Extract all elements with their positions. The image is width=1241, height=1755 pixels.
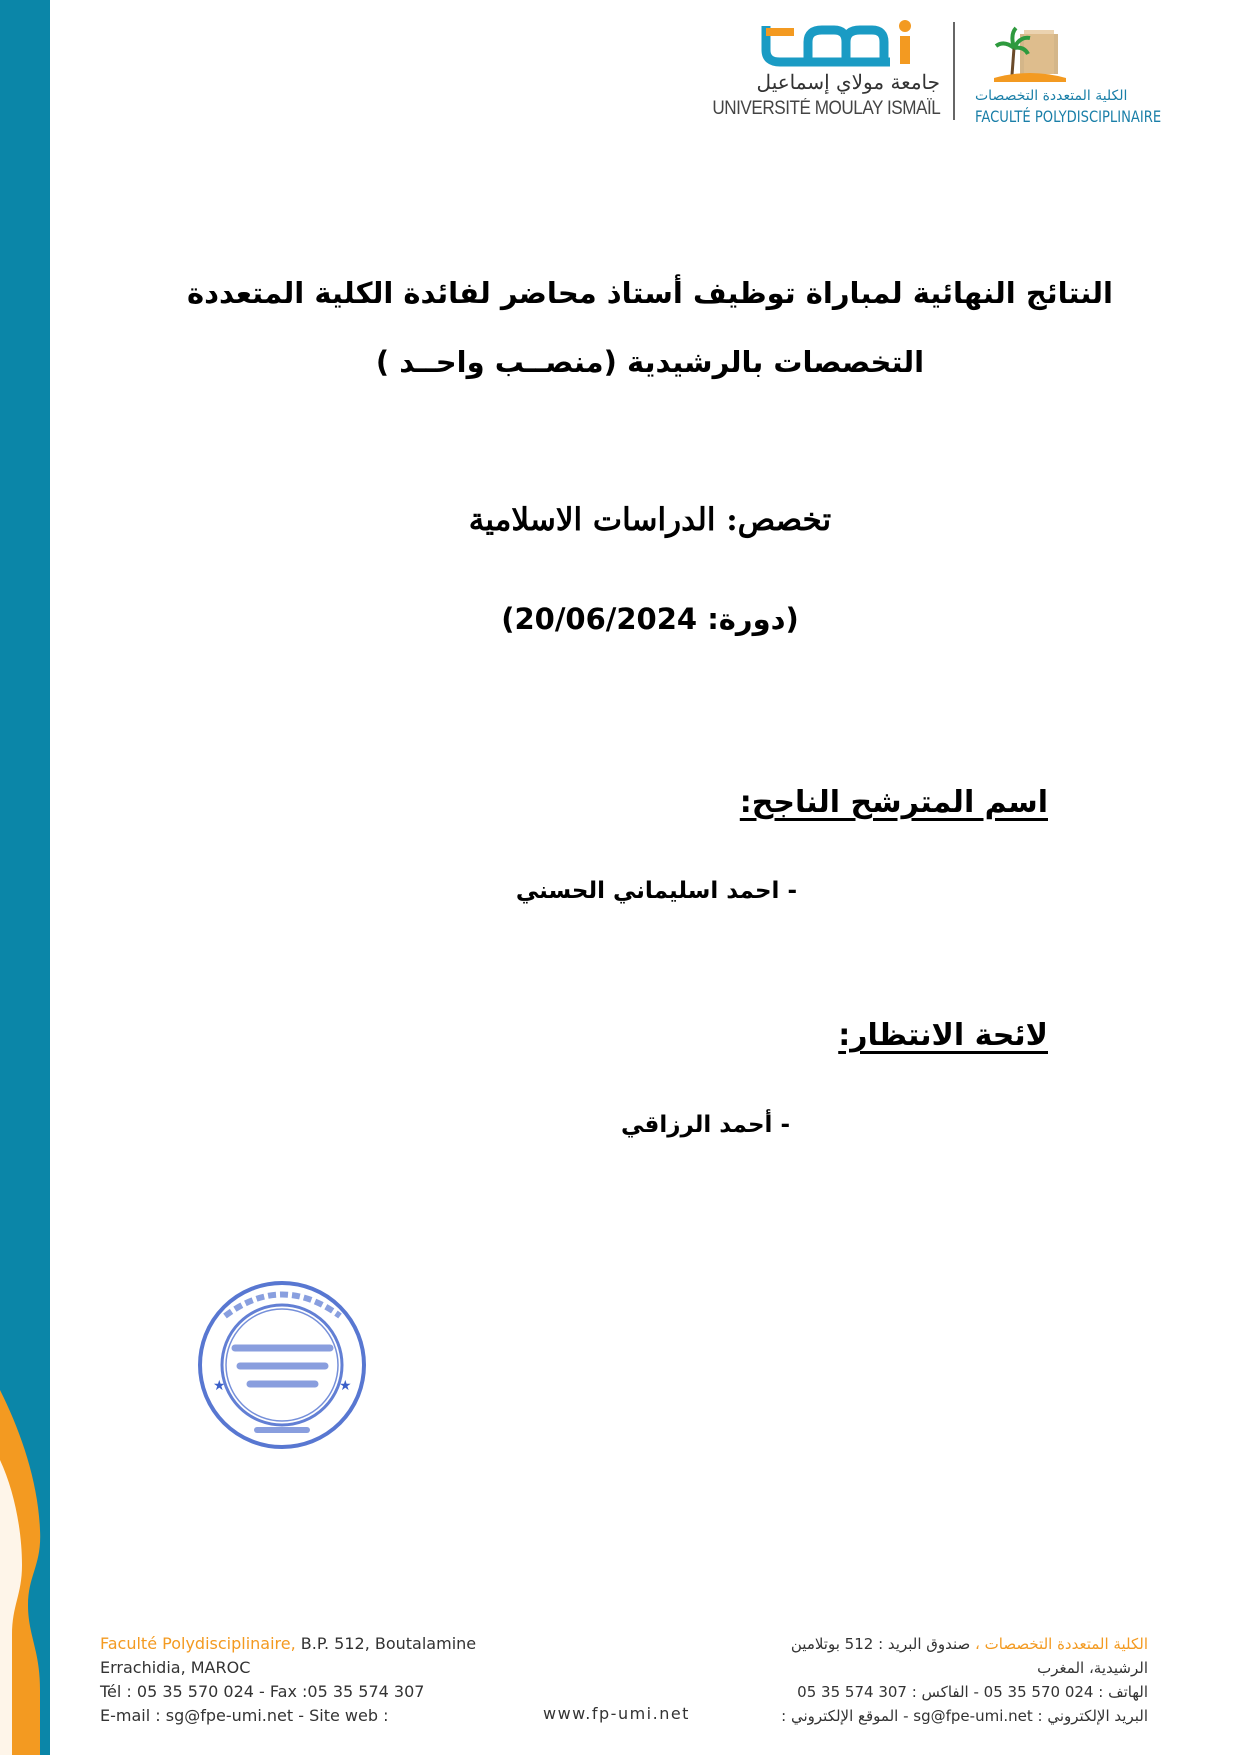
logo-divider [953, 22, 955, 120]
specialty: تخصص: الدراسات الاسلامية [468, 502, 832, 538]
session-date: (دورة: 20/06/2024) [501, 602, 799, 636]
footer-phone-ar: الهاتف : 024 570 35 05 - الفاكس : 307 574 35 05 [797, 1683, 1148, 1701]
faculty-french-name: FACULTÉ POLYDISCIPLINAIRE [975, 107, 1162, 126]
footer-address-ar: صندوق البريد : 512 بوتلامين [790, 1635, 976, 1653]
umi-french-name: UNIVERSITÉ MOULAY ISMAÏL [711, 98, 940, 119]
footer-website-link[interactable]: www.fp-umi.net [543, 1704, 690, 1723]
svg-text:★: ★ [339, 1378, 352, 1394]
footer-email-fr: E-mail : sg@fpe-umi.net - Site web : [100, 1706, 389, 1725]
footer-faculty-name-ar: الكلية المتعددة التخصصات ، [975, 1635, 1148, 1653]
umi-logo-mark [760, 20, 935, 70]
faculty-arabic-name: الكلية المتعددة التخصصات [975, 88, 1128, 104]
footer-contact-fr [100, 1632, 476, 1728]
footer-city-fr: Errachidia, MAROC [100, 1658, 251, 1677]
footer-phone-fr: Tél : 05 35 570 024 - Fax :05 35 574 307 [100, 1682, 425, 1701]
footer-contact-ar [781, 1632, 1148, 1728]
official-stamp [195, 1278, 370, 1453]
footer-email-ar: البريد الإلكتروني : sg@fpe-umi.net - الموقع الإلكتروني : [781, 1707, 1148, 1725]
decorative-orange-arch [0, 1390, 50, 1755]
umi-logo [711, 20, 940, 125]
footer-faculty-name-fr: Faculté Polydisciplinaire, [100, 1634, 296, 1653]
waitlist-heading: لائحة الانتظار: [838, 1018, 1048, 1053]
palm-tree-icon [990, 20, 1070, 90]
document-title-line2: التخصصات بالرشيدية (منصــب واحــد ) [375, 345, 925, 379]
svg-text:★: ★ [213, 1378, 226, 1394]
faculty-logo [975, 20, 1165, 125]
umi-arabic-name: جامعة مولاي إسماعيل [756, 70, 940, 94]
winner-heading: اسم المترشح الناجح: [739, 785, 1048, 820]
winner-name: - احمد اسليماني الحسني [515, 878, 797, 904]
footer-city-ar: الرشيدية، المغرب [1037, 1659, 1148, 1677]
document-title-line1: النتائج النهائية لمباراة توظيف أستاذ محاضر لفائدة الكلية المتعددة [186, 276, 1114, 310]
waitlist-name: - أحمد الرزاقي [620, 1112, 790, 1138]
footer-address-fr: B.P. 512, Boutalamine [295, 1634, 477, 1653]
